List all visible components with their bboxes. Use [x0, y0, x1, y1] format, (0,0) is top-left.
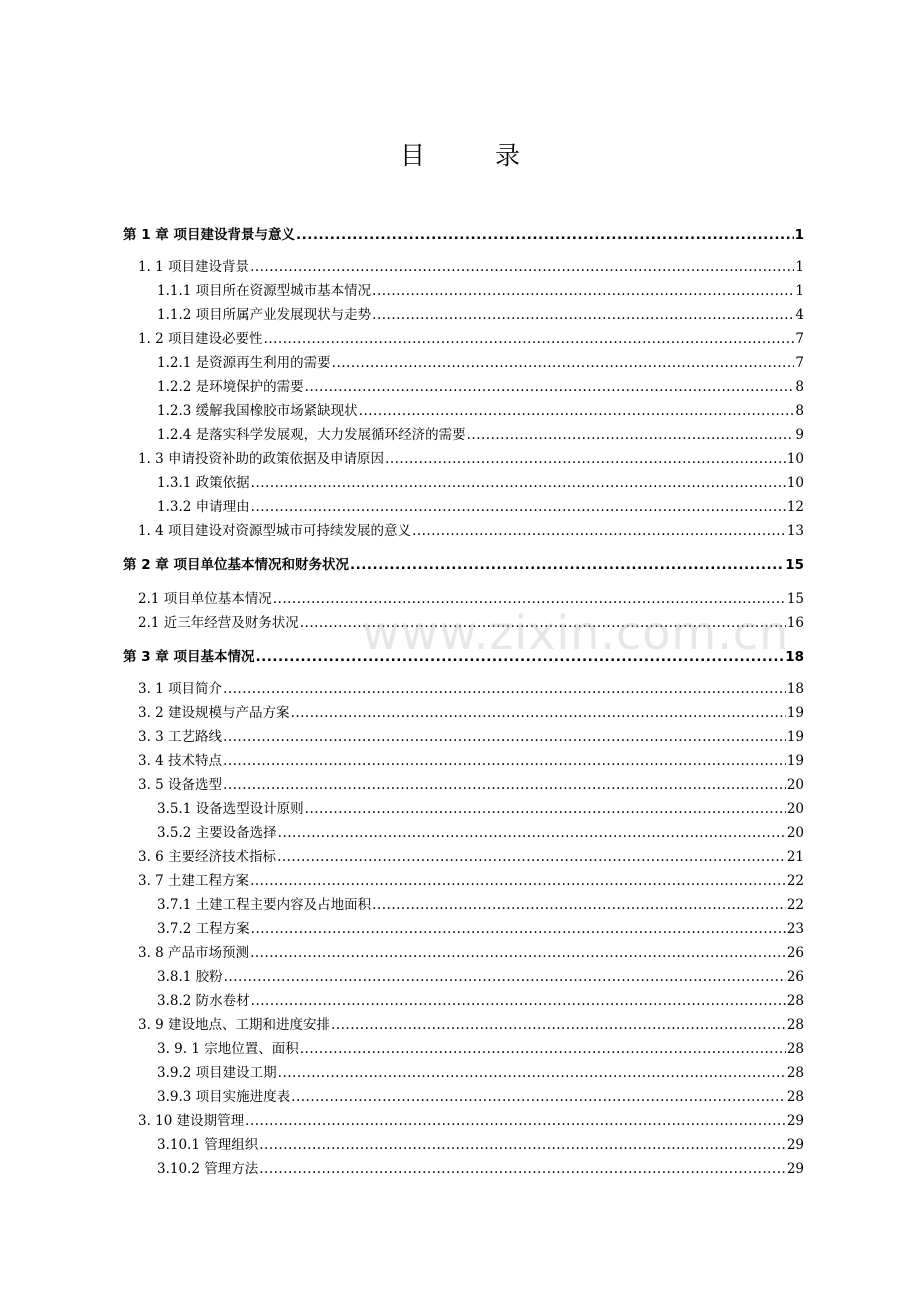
toc-page-number: 18: [785, 649, 804, 665]
toc-dot-leader: [300, 612, 786, 634]
toc-entry-label: 1. 4 项目建设对资源型城市可持续发展的意义: [138, 523, 412, 539]
toc-dot-leader: [372, 304, 794, 326]
toc-dot-leader: [223, 726, 786, 748]
toc-entry[interactable]: [0, 256, 920, 278]
toc-page-number: 4: [795, 307, 804, 323]
toc-page-number: 26: [786, 969, 804, 985]
toc-entry[interactable]: [0, 376, 920, 398]
toc-dot-leader: [224, 966, 786, 988]
toc-entry-label: 1.2.4 是落实科学发展观，大力发展循环经济的需要: [157, 427, 466, 443]
toc-entry[interactable]: [0, 918, 920, 940]
toc-page-number: 23: [786, 921, 804, 937]
toc-entry-label: 1. 1 项目建设背景: [138, 259, 250, 275]
toc-dot-leader: [467, 424, 795, 446]
toc-page-number: 28: [786, 1065, 804, 1081]
toc-dot-leader: [250, 870, 786, 892]
toc-entry[interactable]: [0, 870, 920, 892]
toc-entry[interactable]: [0, 1086, 920, 1108]
toc-entry-label: 3. 8 产品市场预测: [138, 945, 250, 961]
toc-page-number: 28: [786, 1017, 804, 1033]
toc-dot-leader: [251, 918, 786, 940]
toc-page-number: 20: [786, 777, 804, 793]
toc-dot-leader: [256, 646, 785, 668]
toc-dot-leader: [250, 942, 786, 964]
toc-dot-leader: [250, 256, 794, 278]
toc-page-number: 20: [786, 801, 804, 817]
toc-page-number: 9: [795, 427, 804, 443]
toc-dot-leader: [359, 400, 795, 422]
toc-entry[interactable]: [0, 224, 920, 246]
toc-entry-label: 3.8.2 防水卷材: [157, 993, 250, 1009]
watermark: www.zixin.com.cn: [362, 606, 790, 660]
toc-entry[interactable]: [0, 1038, 920, 1060]
toc-dot-leader: [277, 846, 786, 868]
toc-entry[interactable]: [0, 520, 920, 542]
toc-entry[interactable]: [0, 588, 920, 610]
toc-entry-label: 3.10.1 管理组织: [157, 1137, 259, 1153]
toc-entry[interactable]: [0, 472, 920, 494]
toc-dot-leader: [332, 352, 795, 374]
toc-entry[interactable]: [0, 448, 920, 470]
toc-entry[interactable]: [0, 612, 920, 634]
toc-entry-label: 3.9.3 项目实施进度表: [157, 1089, 291, 1105]
toc-dot-leader: [223, 678, 786, 700]
toc-dot-leader: [305, 798, 786, 820]
toc-entry[interactable]: [0, 328, 920, 350]
toc-page-number: 8: [795, 403, 804, 419]
toc-entry[interactable]: [0, 280, 920, 302]
toc-entry[interactable]: [0, 1014, 920, 1036]
toc-dot-leader: [372, 894, 786, 916]
toc-dot-leader: [259, 1134, 786, 1156]
page-title: [0, 136, 920, 172]
toc-entry-label: 1.2.1 是资源再生利用的需要: [157, 355, 331, 371]
toc-page-number: 19: [786, 705, 804, 721]
toc-entry-label: 3. 2 建设规模与产品方案: [138, 705, 290, 721]
toc-entry[interactable]: [0, 894, 920, 916]
toc-entry-label: 2.1 近三年经营及财务状况: [138, 615, 299, 631]
toc-dot-leader: [350, 554, 784, 576]
toc-page-number: 13: [786, 523, 804, 539]
toc-entry[interactable]: [0, 798, 920, 820]
toc-entry[interactable]: [0, 702, 920, 724]
toc-dot-leader: [245, 1110, 786, 1132]
toc-entry[interactable]: [0, 1110, 920, 1132]
toc-entry[interactable]: [0, 400, 920, 422]
toc-entry-label: 3. 4 技术特点: [138, 753, 223, 769]
toc-entry-label: 第 3 章 项目基本情况: [123, 649, 255, 665]
toc-page-number: 12: [786, 499, 804, 515]
toc-dot-leader: [296, 224, 794, 246]
toc-entry-label: 3.10.2 管理方法: [157, 1161, 259, 1177]
toc-dot-leader: [251, 990, 786, 1012]
toc-entry-label: 1.2.2 是环境保护的需要: [157, 379, 304, 395]
toc-page-number: 28: [786, 1089, 804, 1105]
toc-entry-label: 2.1 项目单位基本情况: [138, 591, 272, 607]
toc-dot-leader: [259, 1158, 786, 1180]
toc-page-number: 28: [786, 993, 804, 1009]
toc-page-number: 1: [795, 259, 804, 275]
toc-page-number: 21: [786, 849, 804, 865]
toc-dot-leader: [273, 588, 786, 610]
toc-dot-leader: [223, 750, 786, 772]
toc-dot-leader: [251, 472, 786, 494]
toc-entry-label: 1.3.1 政策依据: [157, 475, 250, 491]
toc-page-number: 28: [786, 1041, 804, 1057]
toc-dot-leader: [251, 496, 786, 518]
toc-entry[interactable]: [0, 1062, 920, 1084]
toc-dot-leader: [300, 1038, 786, 1060]
toc-dot-leader: [372, 280, 794, 302]
toc-entry[interactable]: [0, 966, 920, 988]
toc-page-number: 1: [794, 227, 804, 243]
toc-entry-label: 1. 2 项目建设必要性: [138, 331, 263, 347]
toc-page-number: 29: [786, 1113, 804, 1129]
toc-entry-label: 3.5.2 主要设备选择: [157, 825, 277, 841]
toc-entry[interactable]: [0, 750, 920, 772]
toc-dot-leader: [223, 774, 786, 796]
toc-entry-label: 3. 6 主要经济技术指标: [138, 849, 277, 865]
toc-page-number: 1: [795, 283, 804, 299]
toc-entry[interactable]: [0, 496, 920, 518]
title-char-left: 目: [399, 141, 425, 170]
toc-entry[interactable]: [0, 646, 920, 668]
toc-entry-label: 3. 1 项目简介: [138, 681, 223, 697]
toc-page-number: 26: [786, 945, 804, 961]
toc-entry-label: 1.3.2 申请理由: [157, 499, 250, 515]
toc-entry-label: 1.2.3 缓解我国橡胶市场紧缺现状: [157, 403, 358, 419]
toc-dot-leader: [278, 1062, 786, 1084]
toc-entry-label: 1.1.1 项目所在资源型城市基本情况: [157, 283, 372, 299]
toc-entry[interactable]: [0, 774, 920, 796]
toc-dot-leader: [278, 822, 786, 844]
toc-entry[interactable]: [0, 1158, 920, 1180]
toc-page-number: 10: [786, 475, 804, 491]
toc-entry-label: 3. 7 土建工程方案: [138, 873, 250, 889]
toc-entry[interactable]: [0, 304, 920, 326]
toc-dot-leader: [264, 328, 795, 350]
toc-dot-leader: [291, 1086, 786, 1108]
toc-entry-label: 3. 9. 1 宗地位置、面积: [157, 1041, 299, 1057]
toc-entry[interactable]: [0, 846, 920, 868]
toc-entry-label: 3.7.2 工程方案: [157, 921, 250, 937]
toc-page-number: 18: [786, 681, 804, 697]
toc-entry[interactable]: [0, 822, 920, 844]
toc-entry-label: 第 1 章 项目建设背景与意义: [123, 227, 295, 243]
toc-entry-label: 1. 3 申请投资补助的政策依据及申请原因: [138, 451, 385, 467]
toc-dot-leader: [305, 376, 795, 398]
toc-entry-label: 3.8.1 胶粉: [157, 969, 223, 985]
toc-page-number: 29: [786, 1137, 804, 1153]
toc-page-number: 29: [786, 1161, 804, 1177]
toc-page-number: 8: [795, 379, 804, 395]
toc-entry[interactable]: [0, 1134, 920, 1156]
toc-page-number: 7: [795, 331, 804, 347]
toc-page-number: 10: [786, 451, 804, 467]
toc-dot-leader: [291, 702, 786, 724]
toc-entry[interactable]: [0, 990, 920, 1012]
toc-page-number: 7: [795, 355, 804, 371]
toc-entry-label: 第 2 章 项目单位基本情况和财务状况: [123, 557, 349, 573]
toc-dot-leader: [331, 1014, 786, 1036]
toc-entry[interactable]: [0, 678, 920, 700]
toc-page-number: 16: [786, 615, 804, 631]
toc-entry[interactable]: [0, 424, 920, 446]
title-char-right: 录: [495, 141, 521, 170]
toc-entry[interactable]: [0, 554, 920, 576]
toc-entry[interactable]: [0, 726, 920, 748]
toc-page-number: 15: [786, 591, 804, 607]
toc-entry-label: 3. 9 建设地点、工期和进度安排: [138, 1017, 331, 1033]
toc-page-number: 19: [786, 753, 804, 769]
toc-entry-label: 3. 10 建设期管理: [138, 1113, 245, 1129]
toc-entry-label: 3.9.2 项目建设工期: [157, 1065, 277, 1081]
toc-dot-leader: [412, 520, 786, 542]
toc-entry-label: 3.7.1 土建工程主要内容及占地面积: [157, 897, 372, 913]
toc-entry[interactable]: [0, 352, 920, 374]
toc-entry-label: 3. 3 工艺路线: [138, 729, 223, 745]
toc-entry[interactable]: [0, 942, 920, 964]
toc-page-number: 22: [786, 873, 804, 889]
toc-entry-label: 3. 5 设备选型: [138, 777, 223, 793]
toc-page-number: 19: [786, 729, 804, 745]
toc-entry-label: 3.5.1 设备选型设计原则: [157, 801, 304, 817]
toc-page-number: 20: [786, 825, 804, 841]
toc-entry-label: 1.1.2 项目所属产业发展现状与走势: [157, 307, 372, 323]
toc-page-number: 15: [785, 557, 804, 573]
toc-dot-leader: [385, 448, 786, 470]
toc-page-number: 22: [786, 897, 804, 913]
